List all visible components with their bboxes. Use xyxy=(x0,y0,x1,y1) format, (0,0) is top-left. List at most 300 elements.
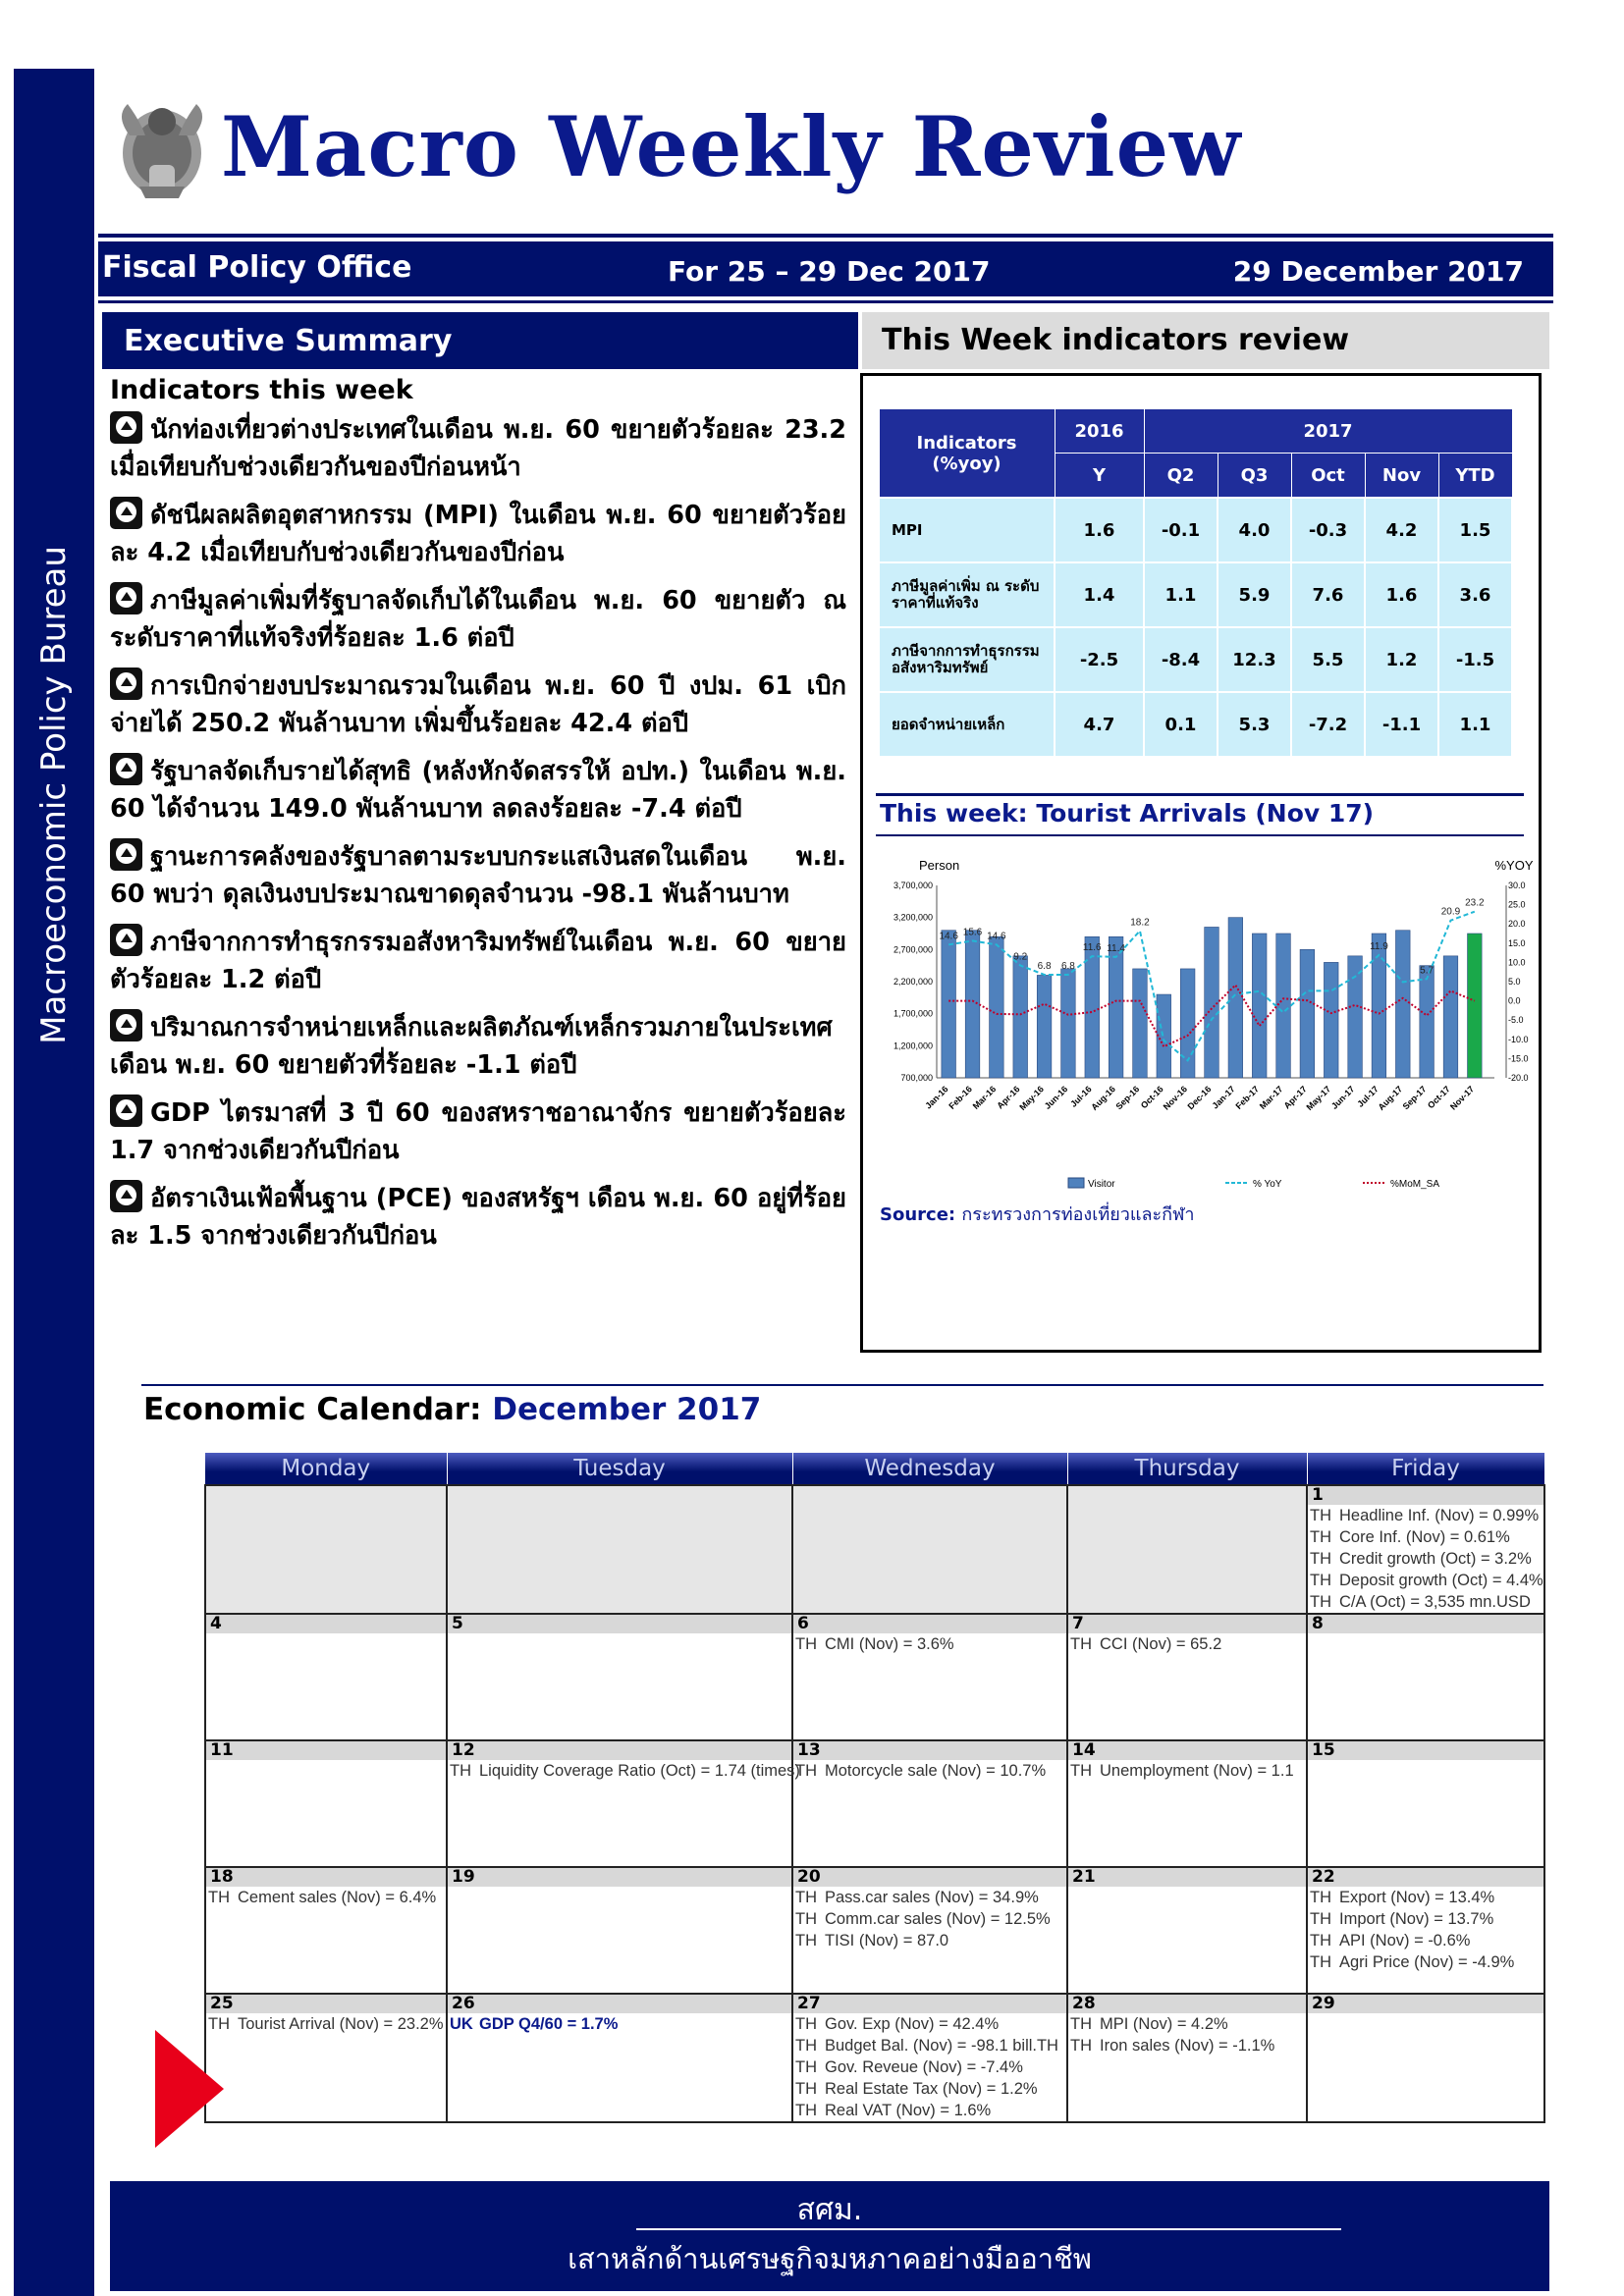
indicators-table-body xyxy=(879,498,1512,757)
calendar-day-cell xyxy=(447,1485,792,1614)
event-text: Headline Inf. (Nov) = 0.99% xyxy=(1339,1507,1540,1524)
indicator-value: -1.5 xyxy=(1438,627,1512,692)
report-date: 29 December 2017 xyxy=(1232,255,1524,288)
calendar-day-cell xyxy=(792,1485,1067,1614)
x-tick-label: Jan-17 xyxy=(1210,1084,1237,1111)
calendar-title xyxy=(143,1392,761,1427)
day-number: 26 xyxy=(448,1995,791,2013)
tourist-title-rule-bottom xyxy=(876,834,1524,836)
indicators-row xyxy=(879,692,1512,757)
calendar-event xyxy=(793,1887,1066,1908)
calendar-day-cell xyxy=(1067,1740,1307,1867)
calendar-day-cell xyxy=(1067,1614,1307,1740)
indicators-subheader: Y xyxy=(1055,454,1144,499)
event-text: Gov. Exp (Nov) = 42.4% xyxy=(825,2015,1000,2033)
calendar-event xyxy=(793,1930,1066,1951)
weekday-header: Friday xyxy=(1307,1453,1544,1485)
calendar-day-cell xyxy=(1067,1485,1307,1614)
x-tick-label: Feb-16 xyxy=(947,1084,974,1111)
indicator-value: 1.2 xyxy=(1365,627,1438,692)
chart-source xyxy=(880,1200,1194,1228)
economic-calendar xyxy=(204,1453,1545,2123)
calendar-day-cell xyxy=(447,1994,792,2122)
legend-visitor-label: Visitor xyxy=(1088,1179,1115,1190)
footer-motto: เสาหลักด้านเศรษฐกิจมหภาคอย่างมืออาชีพ xyxy=(568,2242,1092,2275)
visitor-bar xyxy=(1324,962,1338,1078)
event-country: TH xyxy=(1310,1889,1331,1906)
yoy-data-label: 5.7 xyxy=(1420,965,1435,977)
header-bar xyxy=(98,241,1553,296)
indicators-subheader: Q3 xyxy=(1218,454,1291,499)
day-number: 1 xyxy=(1308,1486,1543,1505)
event-country: TH xyxy=(208,1889,230,1906)
yoy-data-label: 18.2 xyxy=(1130,917,1150,929)
summary-item xyxy=(110,1009,846,1084)
x-tick-label: May-16 xyxy=(1017,1084,1046,1112)
indicator-value: 12.3 xyxy=(1218,627,1291,692)
yoy-data-label: 15.6 xyxy=(962,927,983,938)
event-text: Credit growth (Oct) = 3.2% xyxy=(1339,1550,1532,1568)
y2-tick-label: 0.0 xyxy=(1508,995,1521,1006)
event-country: TH xyxy=(795,1889,817,1906)
event-text: CCI (Nov) = 65.2 xyxy=(1100,1635,1222,1653)
executive-summary-title: Executive Summary xyxy=(124,324,453,358)
calendar-day-cell xyxy=(792,1867,1067,1994)
summary-item-text: ดัชนีผลผลิตอุตสาหกรรม (MPI) ในเดือน พ.ย. 60 ขยายตัวร้อยละ 4.2 เมื่อเทียบกับช่วงเดียวกันของปีก่อน xyxy=(110,501,846,567)
event-text: Budget Bal. (Nov) = -98.1 bill.TH xyxy=(825,2037,1058,2055)
indicator-name: ภาษีจากการทำธุรกรรมอสังหาริมทรัพย์ xyxy=(879,627,1055,692)
summary-item-text: GDP ไตรมาสที่ 3 ปี 60 ของสหราชอาณาจักร ขยายตัวร้อยละ 1.7 จากช่วงเดียวกันปีก่อน xyxy=(110,1098,846,1165)
calendar-event xyxy=(1068,1633,1306,1655)
event-country: TH xyxy=(1310,1953,1331,1971)
calendar-label: Economic Calendar: xyxy=(143,1392,482,1427)
indicator-value: 5.5 xyxy=(1291,627,1365,692)
x-tick-label: Jan-16 xyxy=(923,1084,950,1111)
day-number: 28 xyxy=(1068,1995,1306,2013)
event-country: TH xyxy=(795,1762,817,1780)
yoy-data-label: 14.6 xyxy=(939,931,958,942)
calendar-day-cell xyxy=(205,1740,447,1867)
x-tick-label: Apr-16 xyxy=(995,1084,1022,1111)
indicator-value: -0.3 xyxy=(1291,498,1365,562)
day-number: 21 xyxy=(1068,1868,1306,1887)
indicator-value: 3.6 xyxy=(1438,562,1512,627)
footer-banner xyxy=(110,2181,1549,2291)
calendar-event xyxy=(1308,1505,1543,1526)
event-text: Iron sales (Nov) = -1.1% xyxy=(1100,2037,1275,2055)
x-tick-label: Nov-17 xyxy=(1447,1084,1477,1112)
calendar-weekday-row xyxy=(205,1453,1544,1485)
indicator-value: 7.6 xyxy=(1291,562,1365,627)
bullet-arrow-icon xyxy=(110,497,142,529)
indicator-name: ภาษีมูลค่าเพิ่ม ณ ระดับราคาที่แท้จริง xyxy=(879,562,1055,627)
event-text: API (Nov) = -0.6% xyxy=(1339,1932,1471,1949)
visitor-bar xyxy=(965,931,980,1078)
y2-tick-label: 5.0 xyxy=(1508,977,1521,987)
event-text: C/A (Oct) = 3,535 mn.USD xyxy=(1339,1593,1531,1611)
indicator-value: -2.5 xyxy=(1055,627,1144,692)
office-name: Fiscal Policy Office xyxy=(102,250,412,285)
y2-tick-label: -5.0 xyxy=(1508,1015,1524,1026)
day-number: 18 xyxy=(206,1868,446,1887)
sidebar-label-wrap xyxy=(14,69,94,1522)
calendar-month: December 2017 xyxy=(492,1392,762,1427)
indicators-review-title: This Week indicators review xyxy=(882,323,1350,357)
indicator-value: 1.6 xyxy=(1055,498,1144,562)
indicator-value: -8.4 xyxy=(1144,627,1218,692)
calendar-event xyxy=(793,1908,1066,1930)
event-text: Agri Price (Nov) = -4.9% xyxy=(1339,1953,1515,1971)
visitor-bar xyxy=(1348,956,1363,1078)
calendar-day-cell xyxy=(1067,1867,1307,1994)
calendar-day-cell xyxy=(792,1994,1067,2122)
indicator-value: 4.2 xyxy=(1365,498,1438,562)
x-tick-label: Apr-17 xyxy=(1281,1084,1309,1111)
indicator-value: -0.1 xyxy=(1144,498,1218,562)
day-number: 7 xyxy=(1068,1615,1306,1633)
calendar-day-cell xyxy=(792,1740,1067,1867)
indicator-value: 5.9 xyxy=(1218,562,1291,627)
event-country: TH xyxy=(1070,1762,1092,1780)
indicator-value: -1.1 xyxy=(1365,692,1438,757)
event-country: TH xyxy=(1310,1572,1331,1589)
yoy-data-label: 11.6 xyxy=(1082,942,1102,954)
indicator-value: 4.7 xyxy=(1055,692,1144,757)
calendar-event xyxy=(1068,1760,1306,1782)
day-number: 12 xyxy=(448,1741,791,1760)
event-text: Gov. Reveue (Nov) = -7.4% xyxy=(825,2058,1023,2076)
summary-item xyxy=(110,497,846,571)
calendar-day-cell xyxy=(1307,1994,1544,2122)
yoy-data-label: 11.4 xyxy=(1107,942,1125,954)
header-rule-bottom xyxy=(98,300,1553,303)
summary-list xyxy=(110,411,846,1255)
event-text: CMI (Nov) = 3.6% xyxy=(825,1635,954,1653)
visitor-bar xyxy=(1228,918,1243,1078)
event-country: TH xyxy=(1310,1550,1331,1568)
page-title: Macro Weekly Review xyxy=(221,98,1242,195)
x-tick-label: Sep-16 xyxy=(1113,1084,1142,1112)
y2-tick-label: -20.0 xyxy=(1508,1073,1529,1083)
y-tick-label: 2,700,000 xyxy=(893,944,933,955)
current-week-arrow-icon xyxy=(155,2030,224,2148)
indicator-value: 5.3 xyxy=(1218,692,1291,757)
calendar-event xyxy=(1308,1591,1543,1613)
event-text: Unemployment (Nov) = 1.1 xyxy=(1100,1762,1294,1780)
indicator-value: 0.1 xyxy=(1144,692,1218,757)
calendar-event xyxy=(1308,1951,1543,1973)
calendar-event xyxy=(1308,1908,1543,1930)
event-country: TH xyxy=(208,2015,230,2033)
yoy-data-label: 6.8 xyxy=(1060,960,1075,972)
event-country: TH xyxy=(1310,1910,1331,1928)
y-tick-label: 3,200,000 xyxy=(893,912,933,923)
summary-item xyxy=(110,1095,846,1169)
event-country: TH xyxy=(795,2015,817,2033)
visitor-bar xyxy=(1420,966,1435,1078)
visitor-bar xyxy=(1082,936,1102,1078)
visitor-bar xyxy=(1037,975,1052,1078)
calendar-event xyxy=(793,2078,1066,2100)
day-number: 14 xyxy=(1068,1741,1306,1760)
y2-tick-label: -15.0 xyxy=(1508,1053,1529,1064)
bullet-arrow-icon xyxy=(110,411,142,444)
indicator-value: 1.4 xyxy=(1055,562,1144,627)
calendar-event xyxy=(1308,1526,1543,1548)
calendar-week-row xyxy=(205,1485,1544,1614)
event-country: TH xyxy=(450,1762,471,1780)
bullet-arrow-icon xyxy=(110,753,142,785)
event-text: Tourist Arrival (Nov) = 23.2% xyxy=(238,2015,444,2033)
calendar-week-row xyxy=(205,1614,1544,1740)
x-tick-label: Aug-17 xyxy=(1376,1084,1405,1112)
calendar-day-cell xyxy=(1307,1614,1544,1740)
event-country: TH xyxy=(795,2037,817,2055)
bullet-arrow-icon xyxy=(110,1009,142,1041)
y-tick-label: 3,700,000 xyxy=(893,881,933,890)
indicator-value: 1.6 xyxy=(1365,562,1438,627)
tourist-chart-title: This week: Tourist Arrivals (Nov 17) xyxy=(880,799,1375,828)
y-tick-label: 2,200,000 xyxy=(893,977,933,987)
yoy-data-label: 11.9 xyxy=(1370,940,1388,952)
event-country: TH xyxy=(795,2080,817,2098)
calendar-day-cell xyxy=(205,1994,447,2122)
bullet-arrow-icon xyxy=(110,667,142,700)
bullet-arrow-icon xyxy=(110,582,142,614)
calendar-event xyxy=(1068,2013,1306,2035)
y2-tick-label: -10.0 xyxy=(1508,1034,1529,1044)
indicators-subheader: Oct xyxy=(1291,454,1365,499)
indicators-row xyxy=(879,562,1512,627)
footer-org-abbr: สศม. xyxy=(796,2193,863,2227)
summary-item-text: ภาษีจากการทำธุรกรรมอสังหาริมทรัพย์ในเดือน พ.ย. 60 ขยายตัวร้อยละ 1.2 ต่อปี xyxy=(110,928,846,994)
visitor-bar xyxy=(1252,934,1267,1078)
day-number: 5 xyxy=(448,1615,791,1633)
indicator-value: 4.0 xyxy=(1218,498,1291,562)
yoy-data-label: 20.9 xyxy=(1440,906,1461,918)
weekday-header: Wednesday xyxy=(792,1453,1067,1485)
event-text: MPI (Nov) = 4.2% xyxy=(1100,2015,1228,2033)
summary-item-text: นักท่องเที่ยวต่างประเทศในเดือน พ.ย. 60 ขยายตัวร้อยละ 23.2 เมื่อเทียบกับช่วงเดียวกันของปีก่อนหน้า xyxy=(110,415,846,482)
y2-tick-label: 25.0 xyxy=(1508,899,1526,910)
y2-tick-label: 15.0 xyxy=(1508,937,1526,948)
day-number: 29 xyxy=(1308,1995,1543,2013)
event-country: TH xyxy=(795,2102,817,2119)
event-text: Import (Nov) = 13.7% xyxy=(1339,1910,1494,1928)
event-country: TH xyxy=(1310,1593,1331,1611)
y2-tick-label: 20.0 xyxy=(1508,919,1526,930)
event-country: TH xyxy=(795,1932,817,1949)
calendar-week-row xyxy=(205,1740,1544,1867)
calendar-event xyxy=(793,2056,1066,2078)
calendar-event xyxy=(448,1760,800,1782)
event-country: TH xyxy=(1310,1528,1331,1546)
indicators-table xyxy=(878,408,1513,758)
calendar-event xyxy=(1308,1930,1543,1951)
indicators-column-header: Indicators (%yoy) xyxy=(879,409,1055,499)
y2-axis-label: %YOY xyxy=(1494,858,1534,873)
calendar-event xyxy=(793,1633,1066,1655)
x-tick-label: Oct-17 xyxy=(1426,1084,1452,1111)
day-number: 11 xyxy=(206,1741,446,1760)
y-tick-label: 1,200,000 xyxy=(893,1041,933,1051)
executive-summary-body xyxy=(110,375,846,1265)
event-text: TISI (Nov) = 87.0 xyxy=(825,1932,949,1949)
summary-item xyxy=(110,753,846,828)
weekday-header: Monday xyxy=(205,1453,447,1485)
y-axis-label: Person xyxy=(919,858,960,873)
summary-item xyxy=(110,838,846,913)
x-tick-label: Jun-17 xyxy=(1328,1084,1357,1111)
summary-item xyxy=(110,411,846,486)
summary-item-text: ปริมาณการจำหน่ายเหล็กและผลิตภัณฑ์เหล็กรวมภายในประเทศเดือน พ.ย. 60 ขยายตัวที่ร้อยละ -1.1 ต่อปี xyxy=(110,1013,833,1080)
calendar-event xyxy=(206,1887,446,1908)
day-number: 27 xyxy=(793,1995,1066,2013)
calendar-event xyxy=(206,2013,446,2035)
event-country: TH xyxy=(795,2058,817,2076)
visitor-bar xyxy=(942,931,956,1078)
calendar-event xyxy=(793,2035,1066,2056)
summary-item xyxy=(110,582,846,657)
calendar-event xyxy=(1308,1548,1543,1570)
event-text: Comm.car sales (Nov) = 12.5% xyxy=(825,1910,1051,1928)
event-country: TH xyxy=(1070,2015,1092,2033)
summary-item xyxy=(110,924,846,998)
yoy-data-label: 6.8 xyxy=(1037,960,1052,972)
header-rule xyxy=(98,234,1553,238)
calendar-day-cell xyxy=(447,1740,800,1867)
event-text: Deposit growth (Oct) = 4.4% xyxy=(1339,1572,1543,1589)
source-label: Source: xyxy=(880,1204,956,1225)
x-tick-label: Mar-16 xyxy=(970,1084,999,1111)
visitor-bar xyxy=(1157,994,1171,1078)
indicators-subheader: YTD xyxy=(1438,454,1512,499)
event-text: GDP Q4/60 = 1.7% xyxy=(479,2015,619,2033)
day-number: 15 xyxy=(1308,1741,1543,1760)
legend-yoy-label: % YoY xyxy=(1253,1179,1282,1190)
x-tick-label: Sep-17 xyxy=(1400,1084,1429,1112)
event-country: TH xyxy=(1310,1507,1331,1524)
x-tick-label: May-17 xyxy=(1304,1084,1333,1112)
yoy-data-label: 14.6 xyxy=(987,931,1006,942)
indicators-row xyxy=(879,627,1512,692)
x-tick-label: Oct-16 xyxy=(1138,1084,1165,1111)
visitor-bar xyxy=(1300,949,1315,1078)
x-tick-label: Mar-17 xyxy=(1257,1084,1285,1111)
event-text: Cement sales (Nov) = 6.4% xyxy=(238,1889,437,1906)
visitor-bar xyxy=(1443,956,1458,1078)
calendar-event xyxy=(793,1760,1066,1782)
calendar-event xyxy=(793,2013,1066,2035)
day-number: 6 xyxy=(793,1615,1066,1633)
x-tick-label: Aug-16 xyxy=(1089,1084,1118,1112)
year-2016-header: 2016 xyxy=(1055,409,1144,454)
calendar-event xyxy=(1308,1570,1543,1591)
calendar-day-cell xyxy=(1307,1867,1544,1994)
event-text: Motorcycle sale (Nov) = 10.7% xyxy=(825,1762,1047,1780)
event-text: Pass.car sales (Nov) = 34.9% xyxy=(825,1889,1039,1906)
tourist-arrivals-chart xyxy=(872,844,1536,1198)
summary-item-text: รัฐบาลจัดเก็บรายได้สุทธิ (หลังหักจัดสรรให้ อปท.) ในเดือน พ.ย. 60 ได้จำนวน 149.0 พันล้านบาท ลดลงร้อยละ -7.4 ต่อปี xyxy=(110,757,846,824)
summary-item-text: การเบิกจ่ายงบประมาณรวมในเดือน พ.ย. 60 ปี งปม. 61 เบิกจ่ายได้ 250.2 พันล้านบาท เพิ่มขึ้นร้อยละ 42.4 ต่อปี xyxy=(110,671,846,738)
day-number: 19 xyxy=(448,1868,791,1887)
day-number: 13 xyxy=(793,1741,1066,1760)
visitor-bar xyxy=(990,936,1004,1078)
year-2017-header: 2017 xyxy=(1144,409,1512,454)
visitor-bar xyxy=(1395,931,1410,1078)
calendar-day-cell xyxy=(205,1485,447,1614)
tourist-title-rule xyxy=(876,793,1524,796)
y2-tick-label: 30.0 xyxy=(1508,881,1526,890)
bullet-arrow-icon xyxy=(110,838,142,871)
calendar-body xyxy=(205,1485,1544,2122)
event-country: TH xyxy=(795,1635,817,1653)
x-tick-label: Jun-16 xyxy=(1042,1084,1070,1111)
calendar-day-cell xyxy=(205,1867,447,1994)
visitor-bar xyxy=(1468,934,1483,1078)
indicators-row xyxy=(879,498,1512,562)
x-tick-label: Feb-17 xyxy=(1233,1084,1262,1111)
summary-item xyxy=(110,667,846,742)
indicator-value: -7.2 xyxy=(1291,692,1365,757)
source-text: กระทรวงการท่องเที่ยวและกีฬา xyxy=(961,1204,1195,1225)
summary-item-text: ภาษีมูลค่าเพิ่มที่รัฐบาลจัดเก็บได้ในเดือน พ.ย. 60 ขยายตัว ณ ระดับราคาที่แท้จริงที่ร้อยละ 1.6 ต่อปี xyxy=(110,586,846,653)
day-number: 4 xyxy=(206,1615,446,1633)
weekday-header: Tuesday xyxy=(447,1453,792,1485)
y2-tick-label: 10.0 xyxy=(1508,957,1526,968)
y-tick-label: 1,700,000 xyxy=(893,1008,933,1019)
yoy-data-label: 9.2 xyxy=(1013,951,1028,963)
calendar-week-row xyxy=(205,1994,1544,2122)
indicators-subheading: Indicators this week xyxy=(110,375,413,405)
calendar-day-cell xyxy=(1307,1485,1544,1614)
calendar-day-cell xyxy=(447,1614,792,1740)
x-tick-label: Nov-16 xyxy=(1161,1084,1190,1112)
footer-rule xyxy=(636,2228,1341,2230)
event-country: TH xyxy=(795,1910,817,1928)
event-text: Real Estate Tax (Nov) = 1.2% xyxy=(825,2080,1038,2098)
event-text: Export (Nov) = 13.4% xyxy=(1339,1889,1495,1906)
report-period: For 25 – 29 Dec 2017 xyxy=(668,255,991,288)
x-tick-label: Dec-16 xyxy=(1185,1084,1214,1112)
calendar-day-cell xyxy=(1067,1994,1307,2122)
bullet-arrow-icon xyxy=(110,1095,142,1127)
event-text: Core Inf. (Nov) = 0.61% xyxy=(1339,1528,1510,1546)
bullet-arrow-icon xyxy=(110,1180,142,1212)
calendar-event xyxy=(793,2100,1066,2121)
day-number: 8 xyxy=(1308,1615,1543,1633)
calendar-event xyxy=(1068,2035,1306,2056)
calendar-event xyxy=(448,2013,791,2035)
event-country: TH xyxy=(1070,1635,1092,1653)
yoy-data-label: 23.2 xyxy=(1465,897,1485,909)
event-text: Liquidity Coverage Ratio (Oct) = 1.74 (times) xyxy=(479,1762,800,1780)
indicator-value: 1.1 xyxy=(1438,692,1512,757)
indicator-name: MPI xyxy=(879,498,1055,562)
event-country: UK xyxy=(450,2015,473,2033)
indicators-subheader: Nov xyxy=(1365,454,1438,499)
legend-mom-label: %MoM_SA xyxy=(1390,1179,1440,1190)
calendar-event xyxy=(1308,1887,1543,1908)
weekday-header: Thursday xyxy=(1067,1453,1307,1485)
indicator-value: 1.5 xyxy=(1438,498,1512,562)
calendar-day-cell xyxy=(447,1867,792,1994)
indicators-subheader: Q2 xyxy=(1144,454,1218,499)
visitor-bar xyxy=(1013,956,1028,1078)
event-text: Real VAT (Nov) = 1.6% xyxy=(825,2102,992,2119)
x-tick-label: Jul-17 xyxy=(1355,1084,1380,1109)
visitor-bar xyxy=(1061,969,1076,1078)
